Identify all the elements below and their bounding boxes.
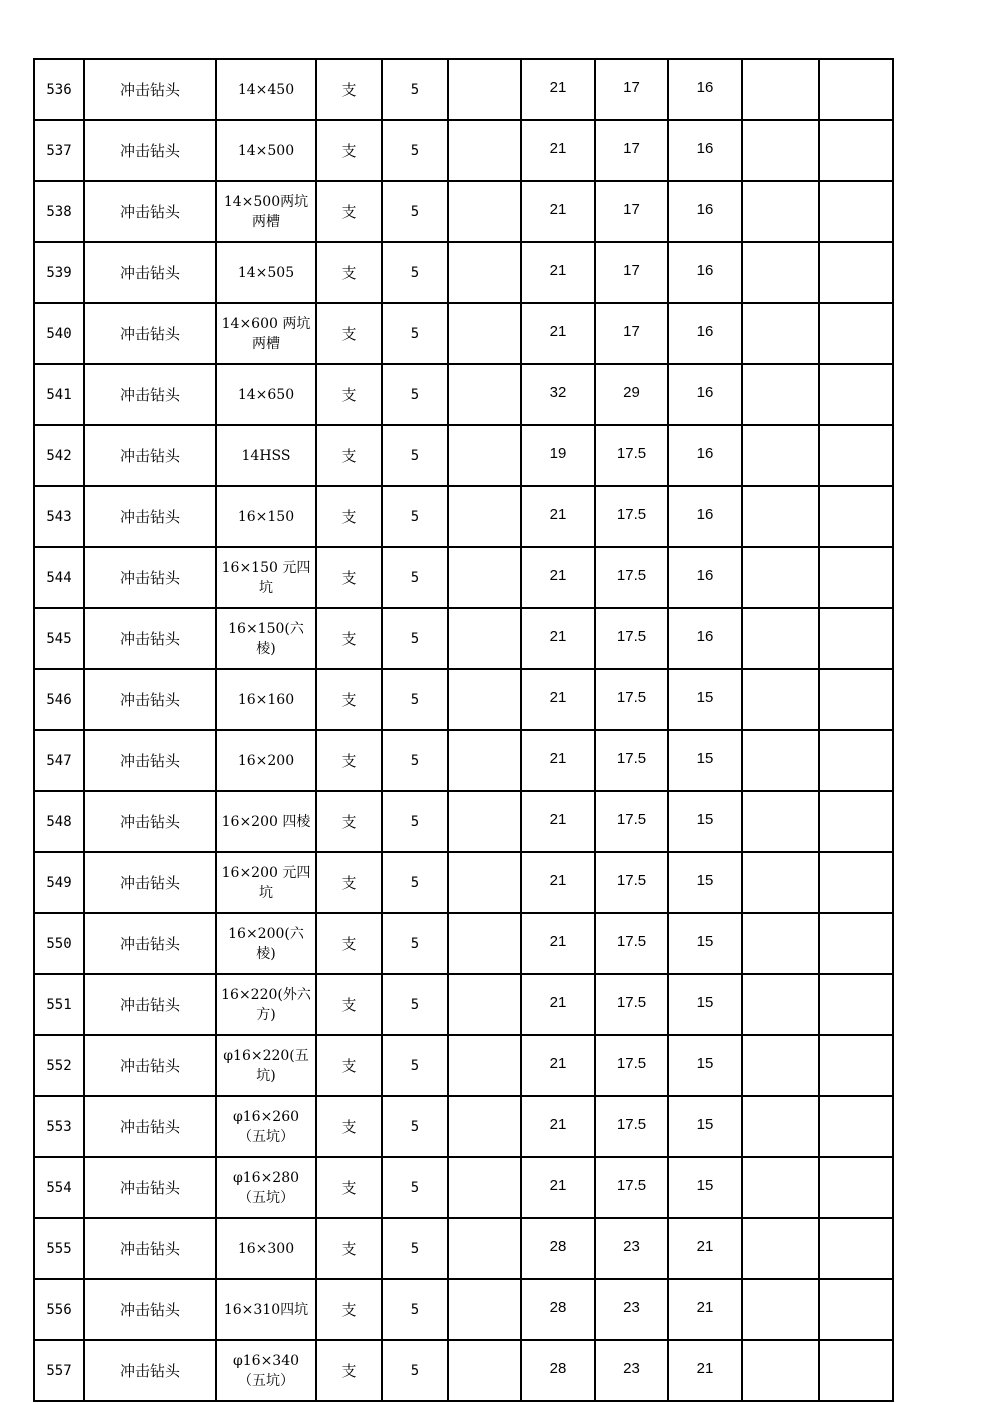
empty-cell xyxy=(448,486,521,547)
table-row xyxy=(34,852,893,913)
empty-cell xyxy=(742,486,819,547)
price-2-cell: 17.5 xyxy=(595,425,668,486)
table-row xyxy=(34,425,893,486)
item-spec-cell: φ16×340（五坑） xyxy=(216,1340,316,1401)
item-spec-cell: 14×450 xyxy=(216,59,316,120)
price-1-cell: 21 xyxy=(521,120,595,181)
price-1-cell: 32 xyxy=(521,364,595,425)
price-1-cell: 21 xyxy=(521,181,595,242)
item-unit-cell: 支 xyxy=(316,669,382,730)
price-2-cell: 17.5 xyxy=(595,1096,668,1157)
price-3-cell: 15 xyxy=(668,852,742,913)
price-1-cell: 21 xyxy=(521,669,595,730)
empty-cell xyxy=(448,181,521,242)
item-quantity-cell: 5 xyxy=(382,242,448,303)
price-3-cell: 16 xyxy=(668,425,742,486)
item-quantity-cell: 5 xyxy=(382,120,448,181)
empty-cell xyxy=(448,364,521,425)
empty-cell xyxy=(819,181,893,242)
empty-cell xyxy=(819,1157,893,1218)
empty-cell xyxy=(742,730,819,791)
item-unit-cell: 支 xyxy=(316,242,382,303)
empty-cell xyxy=(448,242,521,303)
table-row xyxy=(34,59,893,120)
table-row xyxy=(34,547,893,608)
empty-cell xyxy=(819,730,893,791)
item-quantity-cell: 5 xyxy=(382,730,448,791)
item-number-cell: 537 xyxy=(34,120,84,181)
item-unit-cell: 支 xyxy=(316,608,382,669)
item-name-cell: 冲击钻头 xyxy=(84,791,216,852)
price-2-cell: 17.5 xyxy=(595,1035,668,1096)
price-3-cell: 15 xyxy=(668,730,742,791)
item-number-cell: 540 xyxy=(34,303,84,364)
item-number-cell: 543 xyxy=(34,486,84,547)
item-quantity-cell: 5 xyxy=(382,425,448,486)
price-2-cell: 29 xyxy=(595,364,668,425)
item-spec-cell: 14×600 两坑两槽 xyxy=(216,303,316,364)
price-1-cell: 21 xyxy=(521,852,595,913)
empty-cell xyxy=(742,181,819,242)
item-number-cell: 545 xyxy=(34,608,84,669)
empty-cell xyxy=(448,608,521,669)
item-quantity-cell: 5 xyxy=(382,913,448,974)
price-3-cell: 16 xyxy=(668,486,742,547)
price-3-cell: 16 xyxy=(668,303,742,364)
item-number-cell: 544 xyxy=(34,547,84,608)
item-name-cell: 冲击钻头 xyxy=(84,852,216,913)
empty-cell xyxy=(742,791,819,852)
item-quantity-cell: 5 xyxy=(382,608,448,669)
table-row xyxy=(34,303,893,364)
item-name-cell: 冲击钻头 xyxy=(84,547,216,608)
empty-cell xyxy=(819,364,893,425)
item-number-cell: 541 xyxy=(34,364,84,425)
item-quantity-cell: 5 xyxy=(382,974,448,1035)
table-row xyxy=(34,913,893,974)
empty-cell xyxy=(742,1218,819,1279)
empty-cell xyxy=(742,120,819,181)
empty-cell xyxy=(819,791,893,852)
table-row xyxy=(34,120,893,181)
table-row xyxy=(34,364,893,425)
empty-cell xyxy=(742,242,819,303)
item-number-cell: 556 xyxy=(34,1279,84,1340)
price-2-cell: 17 xyxy=(595,181,668,242)
table-row xyxy=(34,242,893,303)
item-unit-cell: 支 xyxy=(316,486,382,547)
item-spec-cell: 16×150(六棱) xyxy=(216,608,316,669)
item-name-cell: 冲击钻头 xyxy=(84,1279,216,1340)
item-quantity-cell: 5 xyxy=(382,1340,448,1401)
item-quantity-cell: 5 xyxy=(382,669,448,730)
item-unit-cell: 支 xyxy=(316,1157,382,1218)
item-number-cell: 548 xyxy=(34,791,84,852)
empty-cell xyxy=(448,730,521,791)
item-name-cell: 冲击钻头 xyxy=(84,242,216,303)
price-1-cell: 21 xyxy=(521,1035,595,1096)
price-3-cell: 16 xyxy=(668,59,742,120)
price-3-cell: 16 xyxy=(668,181,742,242)
item-name-cell: 冲击钻头 xyxy=(84,486,216,547)
item-spec-cell: 14×500两坑两槽 xyxy=(216,181,316,242)
item-spec-cell: 14HSS xyxy=(216,425,316,486)
item-number-cell: 557 xyxy=(34,1340,84,1401)
item-name-cell: 冲击钻头 xyxy=(84,1096,216,1157)
empty-cell xyxy=(448,1035,521,1096)
item-unit-cell: 支 xyxy=(316,791,382,852)
empty-cell xyxy=(819,669,893,730)
price-2-cell: 17 xyxy=(595,59,668,120)
item-name-cell: 冲击钻头 xyxy=(84,608,216,669)
price-1-cell: 28 xyxy=(521,1340,595,1401)
item-number-cell: 555 xyxy=(34,1218,84,1279)
item-quantity-cell: 5 xyxy=(382,852,448,913)
price-3-cell: 15 xyxy=(668,669,742,730)
price-3-cell: 15 xyxy=(668,1035,742,1096)
price-2-cell: 17.5 xyxy=(595,608,668,669)
item-quantity-cell: 5 xyxy=(382,486,448,547)
item-unit-cell: 支 xyxy=(316,547,382,608)
item-quantity-cell: 5 xyxy=(382,1035,448,1096)
empty-cell xyxy=(448,669,521,730)
empty-cell xyxy=(819,1096,893,1157)
price-1-cell: 21 xyxy=(521,486,595,547)
price-2-cell: 17 xyxy=(595,242,668,303)
item-number-cell: 547 xyxy=(34,730,84,791)
empty-cell xyxy=(742,1157,819,1218)
price-1-cell: 28 xyxy=(521,1279,595,1340)
empty-cell xyxy=(819,425,893,486)
item-unit-cell: 支 xyxy=(316,120,382,181)
empty-cell xyxy=(742,1035,819,1096)
item-spec-cell: 14×505 xyxy=(216,242,316,303)
empty-cell xyxy=(819,608,893,669)
item-unit-cell: 支 xyxy=(316,1096,382,1157)
item-quantity-cell: 5 xyxy=(382,181,448,242)
item-unit-cell: 支 xyxy=(316,425,382,486)
empty-cell xyxy=(448,547,521,608)
table-row xyxy=(34,181,893,242)
price-2-cell: 17.5 xyxy=(595,913,668,974)
price-2-cell: 17.5 xyxy=(595,547,668,608)
item-number-cell: 554 xyxy=(34,1157,84,1218)
price-3-cell: 16 xyxy=(668,608,742,669)
empty-cell xyxy=(819,1218,893,1279)
empty-cell xyxy=(742,852,819,913)
table-row xyxy=(34,669,893,730)
price-3-cell: 16 xyxy=(668,242,742,303)
table-row xyxy=(34,1035,893,1096)
empty-cell xyxy=(819,1035,893,1096)
empty-cell xyxy=(448,852,521,913)
empty-cell xyxy=(448,1096,521,1157)
price-2-cell: 17 xyxy=(595,303,668,364)
item-number-cell: 552 xyxy=(34,1035,84,1096)
empty-cell xyxy=(448,1279,521,1340)
item-unit-cell: 支 xyxy=(316,913,382,974)
table-body xyxy=(34,59,893,1401)
empty-cell xyxy=(819,59,893,120)
price-3-cell: 21 xyxy=(668,1218,742,1279)
price-3-cell: 16 xyxy=(668,364,742,425)
item-quantity-cell: 5 xyxy=(382,791,448,852)
item-quantity-cell: 5 xyxy=(382,1218,448,1279)
empty-cell xyxy=(742,974,819,1035)
table-row xyxy=(34,1279,893,1340)
price-3-cell: 15 xyxy=(668,913,742,974)
empty-cell xyxy=(448,791,521,852)
item-unit-cell: 支 xyxy=(316,1279,382,1340)
table-row xyxy=(34,1340,893,1401)
price-table xyxy=(33,58,894,1402)
item-spec-cell: 14×650 xyxy=(216,364,316,425)
price-1-cell: 28 xyxy=(521,1218,595,1279)
empty-cell xyxy=(819,242,893,303)
empty-cell xyxy=(819,303,893,364)
empty-cell xyxy=(742,303,819,364)
item-number-cell: 551 xyxy=(34,974,84,1035)
item-name-cell: 冲击钻头 xyxy=(84,303,216,364)
price-3-cell: 21 xyxy=(668,1340,742,1401)
table-row xyxy=(34,608,893,669)
item-unit-cell: 支 xyxy=(316,974,382,1035)
price-2-cell: 17.5 xyxy=(595,486,668,547)
item-name-cell: 冲击钻头 xyxy=(84,913,216,974)
item-unit-cell: 支 xyxy=(316,1340,382,1401)
price-3-cell: 15 xyxy=(668,791,742,852)
item-number-cell: 553 xyxy=(34,1096,84,1157)
empty-cell xyxy=(448,120,521,181)
item-quantity-cell: 5 xyxy=(382,1096,448,1157)
item-spec-cell: 16×220(外六方) xyxy=(216,974,316,1035)
item-name-cell: 冲击钻头 xyxy=(84,425,216,486)
item-number-cell: 550 xyxy=(34,913,84,974)
price-3-cell: 21 xyxy=(668,1279,742,1340)
item-quantity-cell: 5 xyxy=(382,364,448,425)
price-1-cell: 21 xyxy=(521,791,595,852)
price-2-cell: 23 xyxy=(595,1279,668,1340)
price-1-cell: 21 xyxy=(521,974,595,1035)
item-quantity-cell: 5 xyxy=(382,303,448,364)
empty-cell xyxy=(742,669,819,730)
price-1-cell: 21 xyxy=(521,730,595,791)
price-1-cell: 21 xyxy=(521,608,595,669)
item-number-cell: 546 xyxy=(34,669,84,730)
item-spec-cell: 16×200 四棱 xyxy=(216,791,316,852)
empty-cell xyxy=(448,974,521,1035)
item-unit-cell: 支 xyxy=(316,1218,382,1279)
table-row xyxy=(34,730,893,791)
item-spec-cell: 16×150 xyxy=(216,486,316,547)
item-number-cell: 538 xyxy=(34,181,84,242)
table-row xyxy=(34,486,893,547)
table-row xyxy=(34,1096,893,1157)
empty-cell xyxy=(819,852,893,913)
price-2-cell: 17.5 xyxy=(595,669,668,730)
item-spec-cell: 14×500 xyxy=(216,120,316,181)
empty-cell xyxy=(819,486,893,547)
empty-cell xyxy=(819,1279,893,1340)
empty-cell xyxy=(448,1340,521,1401)
price-1-cell: 19 xyxy=(521,425,595,486)
price-1-cell: 21 xyxy=(521,59,595,120)
empty-cell xyxy=(742,547,819,608)
item-spec-cell: 16×150 元四坑 xyxy=(216,547,316,608)
item-quantity-cell: 5 xyxy=(382,1157,448,1218)
item-spec-cell: 16×200 元四坑 xyxy=(216,852,316,913)
empty-cell xyxy=(448,1157,521,1218)
item-name-cell: 冲击钻头 xyxy=(84,974,216,1035)
item-name-cell: 冲击钻头 xyxy=(84,730,216,791)
price-1-cell: 21 xyxy=(521,1096,595,1157)
item-number-cell: 536 xyxy=(34,59,84,120)
price-1-cell: 21 xyxy=(521,547,595,608)
item-unit-cell: 支 xyxy=(316,59,382,120)
item-unit-cell: 支 xyxy=(316,1035,382,1096)
empty-cell xyxy=(742,913,819,974)
empty-cell xyxy=(742,1279,819,1340)
price-1-cell: 21 xyxy=(521,242,595,303)
item-number-cell: 549 xyxy=(34,852,84,913)
price-2-cell: 17.5 xyxy=(595,852,668,913)
empty-cell xyxy=(742,1096,819,1157)
price-1-cell: 21 xyxy=(521,913,595,974)
price-1-cell: 21 xyxy=(521,1157,595,1218)
item-spec-cell: 16×200 xyxy=(216,730,316,791)
price-2-cell: 17.5 xyxy=(595,1157,668,1218)
table-row xyxy=(34,791,893,852)
empty-cell xyxy=(448,1218,521,1279)
empty-cell xyxy=(819,1340,893,1401)
item-number-cell: 542 xyxy=(34,425,84,486)
empty-cell xyxy=(448,425,521,486)
item-spec-cell: 16×200(六棱) xyxy=(216,913,316,974)
table-row xyxy=(34,1157,893,1218)
empty-cell xyxy=(448,303,521,364)
empty-cell xyxy=(742,59,819,120)
empty-cell xyxy=(819,974,893,1035)
price-2-cell: 17.5 xyxy=(595,791,668,852)
item-spec-cell: φ16×260（五坑） xyxy=(216,1096,316,1157)
item-name-cell: 冲击钻头 xyxy=(84,1157,216,1218)
price-3-cell: 15 xyxy=(668,1096,742,1157)
item-name-cell: 冲击钻头 xyxy=(84,1340,216,1401)
empty-cell xyxy=(742,364,819,425)
item-name-cell: 冲击钻头 xyxy=(84,120,216,181)
empty-cell xyxy=(448,59,521,120)
empty-cell xyxy=(819,547,893,608)
price-2-cell: 23 xyxy=(595,1340,668,1401)
item-name-cell: 冲击钻头 xyxy=(84,181,216,242)
item-unit-cell: 支 xyxy=(316,364,382,425)
price-3-cell: 15 xyxy=(668,974,742,1035)
item-number-cell: 539 xyxy=(34,242,84,303)
item-quantity-cell: 5 xyxy=(382,1279,448,1340)
item-spec-cell: 16×300 xyxy=(216,1218,316,1279)
item-spec-cell: 16×160 xyxy=(216,669,316,730)
table-row xyxy=(34,974,893,1035)
price-1-cell: 21 xyxy=(521,303,595,364)
price-3-cell: 16 xyxy=(668,120,742,181)
item-name-cell: 冲击钻头 xyxy=(84,364,216,425)
price-2-cell: 17.5 xyxy=(595,730,668,791)
item-name-cell: 冲击钻头 xyxy=(84,1035,216,1096)
item-spec-cell: φ16×220(五坑) xyxy=(216,1035,316,1096)
price-2-cell: 23 xyxy=(595,1218,668,1279)
item-quantity-cell: 5 xyxy=(382,547,448,608)
empty-cell xyxy=(819,913,893,974)
empty-cell xyxy=(742,425,819,486)
item-unit-cell: 支 xyxy=(316,303,382,364)
empty-cell xyxy=(742,608,819,669)
price-2-cell: 17.5 xyxy=(595,974,668,1035)
item-unit-cell: 支 xyxy=(316,852,382,913)
table-row xyxy=(34,1218,893,1279)
price-2-cell: 17 xyxy=(595,120,668,181)
empty-cell xyxy=(742,1340,819,1401)
item-name-cell: 冲击钻头 xyxy=(84,669,216,730)
item-spec-cell: φ16×280（五坑） xyxy=(216,1157,316,1218)
empty-cell xyxy=(448,913,521,974)
item-name-cell: 冲击钻头 xyxy=(84,59,216,120)
price-3-cell: 15 xyxy=(668,1157,742,1218)
item-spec-cell: 16×310四坑 xyxy=(216,1279,316,1340)
item-quantity-cell: 5 xyxy=(382,59,448,120)
empty-cell xyxy=(819,120,893,181)
item-name-cell: 冲击钻头 xyxy=(84,1218,216,1279)
item-unit-cell: 支 xyxy=(316,730,382,791)
item-unit-cell: 支 xyxy=(316,181,382,242)
price-3-cell: 16 xyxy=(668,547,742,608)
